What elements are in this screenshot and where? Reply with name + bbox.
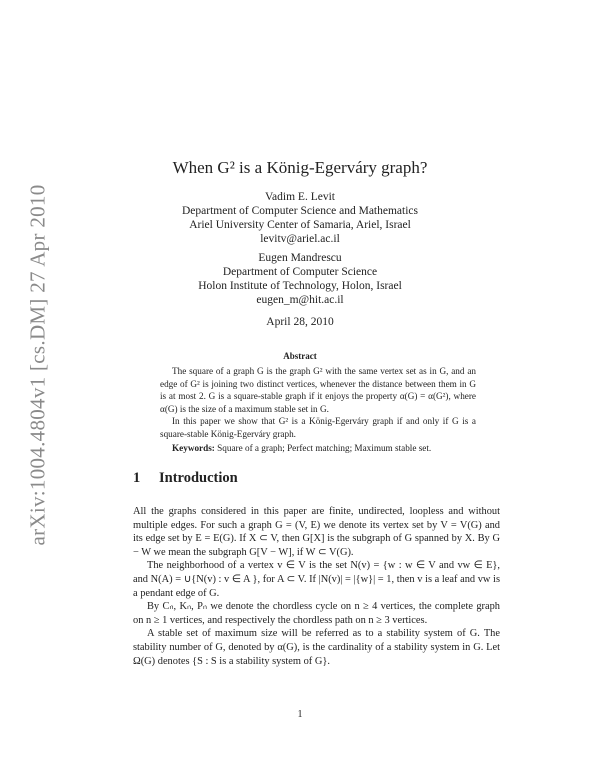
arxiv-side-label: arXiv:1004.4804v1 [cs.DM] 27 Apr 2010 xyxy=(25,184,50,546)
abstract-text xyxy=(160,365,476,441)
author-email[interactable]: levitv@ariel.ac.il xyxy=(260,233,340,245)
author-email[interactable]: eugen_m@hit.ac.il xyxy=(256,294,344,306)
section-body xyxy=(133,505,500,668)
abstract-paragraph: The square of a graph G is the graph G² with the same vertex set as in G, and an edge of G² is joining two distinct vertices, whenever the distance between them in G is at most 2. G is a square-stable graph if it enjoys the property α(G) = α(G²), where α(G) is the size of a maximum stable set in G. xyxy=(160,366,476,414)
body-paragraph: By Cₙ, Kₙ, Pₙ we denote the chordless cycle on n ≥ 4 vertices, the complete graph on n ≥ 1 vertices, and respectively the chordless path on n ≥ 3 vertices. xyxy=(133,601,500,626)
paper-title: When G² is a König-Egerváry graph? xyxy=(172,158,428,177)
section-heading xyxy=(133,470,238,487)
author-department: Department of Computer Science xyxy=(222,266,378,278)
abstract-heading: Abstract xyxy=(283,351,317,361)
body-paragraph: The neighborhood of a vertex v ∈ V is the set N(v) = {w : w ∈ V and vw ∈ E}, and N(A) = ∪{N(v) : v ∈ A }, for A ⊂ V. If |N(v)| = |{w}| = 1, then v is a leaf and vw is a pendant edge of G. xyxy=(133,560,500,599)
body-paragraph: A stable set of maximum size will be referred as to a stability system of G. The stability number of G, denoted by α(G), is the cardinality of a stability system in G. Let Ω(G) denotes {S : S is a stability system of G}. xyxy=(133,628,500,667)
section-title: Introduction xyxy=(159,470,238,486)
author-institution: Ariel University Center of Samaria, Ariel, Israel xyxy=(189,219,411,231)
author-block-2 xyxy=(0,251,600,307)
author-department: Department of Computer Science and Mathematics xyxy=(182,205,418,217)
section-number: 1 xyxy=(133,470,141,486)
keywords-label: Keywords: xyxy=(172,443,215,453)
page-number: 1 xyxy=(297,709,303,720)
author-institution: Holon Institute of Technology, Holon, Israel xyxy=(198,280,402,292)
keywords-list: Square of a graph; Perfect matching; Maximum stable set. xyxy=(217,443,432,453)
abstract-paragraph: In this paper we show that G² is a König-Egerváry graph if and only if G is a square-stable König-Egerváry graph. xyxy=(160,416,476,439)
author-name: Vadim E. Levit xyxy=(265,191,335,203)
paper-date: April 28, 2010 xyxy=(266,316,334,328)
author-block-1 xyxy=(0,190,600,246)
author-name: Eugen Mandrescu xyxy=(258,252,342,264)
body-paragraph: All the graphs considered in this paper are finite, undirected, loopless and without multiple edges. For such a graph G = (V, E) we denote its vertex set by V = V(G) and its edge set by E = E(G). If X ⊂ V, then G[X] is the subgraph of G spanned by X. By G − W we mean the subgraph G[V − W], if W ⊂ V(G). xyxy=(133,506,500,558)
keywords xyxy=(160,443,431,453)
